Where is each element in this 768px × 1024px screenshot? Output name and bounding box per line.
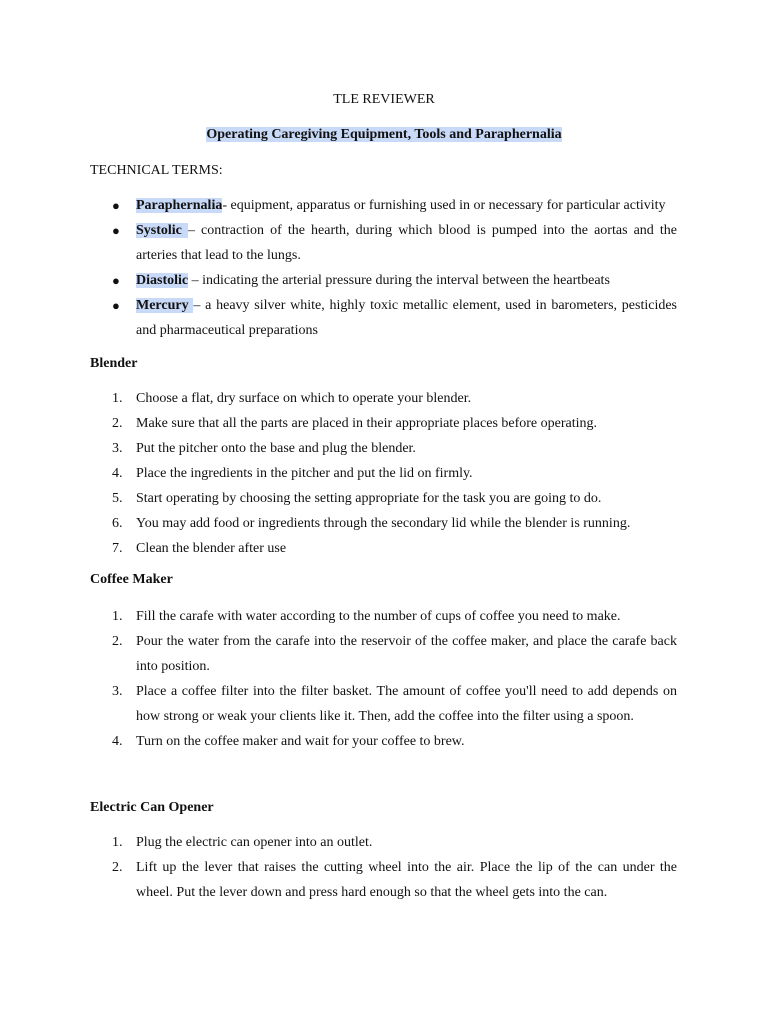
step-number: 5. [112,491,123,506]
list-item [112,268,677,293]
list-item [112,436,677,461]
list-item [112,629,677,679]
step-text: Turn on the coffee maker and wait for your coffee to brew. [136,734,465,749]
list-item [112,536,677,561]
list-item [112,855,677,905]
list-item [112,193,677,218]
list-item [112,511,677,536]
step-text: Plug the electric can opener into an outlet. [136,835,373,850]
step-text: Put the pitcher onto the base and plug the blender. [136,441,416,456]
blender-steps [112,386,677,561]
step-text: Start operating by choosing the setting appropriate for the task you are going to do. [136,491,602,506]
step-number: 3. [112,684,123,699]
term-name: Systolic [136,223,188,238]
bullet-icon: ● [112,298,120,313]
step-number: 2. [112,860,123,875]
step-number: 4. [112,734,123,749]
step-text: Place a coffee filter into the filter basket. The amount of coffee you'll need to add depends on how strong or weak your clients like it. Then, add the coffee into the filter using a spoon. [136,684,677,724]
coffee-maker-heading: Coffee Maker [90,572,173,587]
term-name: Paraphernalia [136,198,223,213]
step-number: 6. [112,516,123,531]
step-text: Pour the water from the carafe into the reservoir of the coffee maker, and place the carafe back into position. [136,634,677,674]
step-text: Clean the blender after use [136,541,287,556]
term-definition: – a heavy silver white, highly toxic metallic element, used in barometers, pesticides and pharmaceutical preparations [136,298,677,338]
step-number: 7. [112,541,123,556]
list-item [112,486,677,511]
step-number: 2. [112,634,123,649]
step-number: 2. [112,416,123,431]
term-definition: - equipment, apparatus or furnishing used in or necessary for particular activity [222,198,666,213]
step-number: 4. [112,466,123,481]
bullet-icon: ● [112,273,120,288]
list-item [112,386,677,411]
doc-subtitle [0,127,768,143]
can-opener-steps [112,830,677,905]
step-text: Choose a flat, dry surface on which to operate your blender. [136,391,472,406]
list-item [112,293,677,343]
list-item [112,461,677,486]
doc-title: TLE REVIEWER [333,92,435,107]
list-item [112,679,677,729]
doc-subtitle-text: Operating Caregiving Equipment, Tools and Paraphernalia [206,127,562,142]
step-text: Make sure that all the parts are placed in their appropriate places before operating. [136,416,598,431]
step-text: Lift up the lever that raises the cutting wheel into the air. Place the lip of the can under the wheel. Put the lever down and press hard enough so that the wheel gets into the can. [136,860,677,900]
list-item [112,411,677,436]
list-item [112,604,677,629]
technical-terms-heading: TECHNICAL TERMS: [90,163,223,178]
term-definition: – contraction of the hearth, during which blood is pumped into the aortas and the arteries that lead to the lungs. [136,223,677,263]
list-item [112,729,677,754]
step-number: 1. [112,609,123,624]
step-number: 1. [112,391,123,406]
list-item [112,218,677,268]
term-name: Mercury [136,298,194,313]
bullet-icon: ● [112,198,120,213]
step-number: 3. [112,441,123,456]
term-definition: – indicating the arterial pressure during the interval between the heartbeats [188,273,610,288]
blender-heading: Blender [90,356,138,371]
step-text: Place the ingredients in the pitcher and put the lid on firmly. [136,466,473,481]
list-item [112,830,677,855]
coffee-maker-steps [112,604,677,754]
step-text: You may add food or ingredients through the secondary lid while the blender is running. [136,516,631,531]
bullet-icon: ● [112,223,120,238]
step-text: Fill the carafe with water according to the number of cups of coffee you need to make. [136,609,621,624]
terms-list [112,193,677,343]
term-name: Diastolic [136,273,189,288]
can-opener-heading: Electric Can Opener [90,800,214,815]
step-number: 1. [112,835,123,850]
